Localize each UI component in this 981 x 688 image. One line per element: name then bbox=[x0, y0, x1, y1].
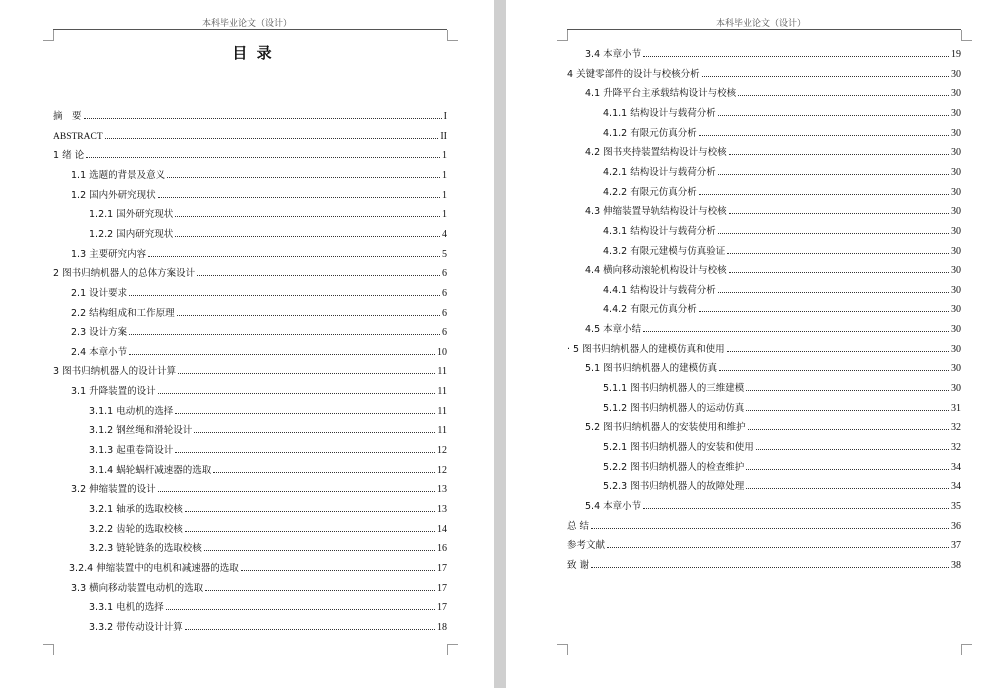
toc-entry[interactable] bbox=[567, 339, 961, 355]
toc-entry-title: 4.2 图书夹持装置结构设计与校核 bbox=[585, 147, 727, 159]
toc-entry-page: 30 bbox=[951, 68, 961, 80]
toc-entry-title: 5.2.2 图书归纳机器人的检查维护 bbox=[603, 461, 745, 473]
toc-entry-page: 17 bbox=[437, 562, 447, 574]
toc-entry-title: 3.2.4 伸缩装置中的电机和减速器的选取 bbox=[69, 562, 239, 574]
toc-dot-leader bbox=[718, 233, 949, 234]
toc-entry[interactable] bbox=[603, 221, 961, 237]
toc-dot-leader bbox=[177, 315, 440, 316]
toc-entry-page: 11 bbox=[437, 386, 447, 398]
toc-entry[interactable] bbox=[89, 440, 447, 456]
toc-entry[interactable] bbox=[585, 496, 961, 512]
toc-entry-page: 30 bbox=[951, 324, 961, 336]
toc-entry-page: 38 bbox=[951, 559, 961, 571]
crop-mark bbox=[447, 644, 458, 655]
toc-title: 目 录 bbox=[232, 44, 274, 62]
toc-list-left bbox=[53, 0, 447, 688]
toc-dot-leader bbox=[175, 413, 435, 414]
toc-entry-page: 30 bbox=[951, 343, 961, 355]
toc-dot-leader bbox=[204, 550, 435, 551]
toc-dot-leader bbox=[756, 449, 949, 450]
toc-entry-title: 参考文献 bbox=[567, 540, 606, 552]
toc-entry-title: 3.2.1 轴承的选取校核 bbox=[89, 504, 183, 515]
toc-dot-leader bbox=[719, 370, 949, 371]
toc-entry[interactable] bbox=[89, 224, 447, 240]
toc-entry-title: 2 图书归纳机器人的总体方案设计 bbox=[53, 268, 196, 280]
toc-dot-leader bbox=[746, 488, 949, 489]
toc-entry-page: 30 bbox=[951, 127, 961, 139]
toc-dot-leader bbox=[129, 354, 435, 355]
toc-entry-title: 4.5 本章小结 bbox=[585, 324, 642, 336]
toc-entry[interactable] bbox=[585, 83, 961, 99]
toc-entry-title: 4.4 横向移动滚轮机构设计与校核 bbox=[585, 265, 727, 277]
toc-entry[interactable] bbox=[71, 381, 447, 397]
toc-entry-title: 3.3.2 带传动设计计算 bbox=[89, 621, 183, 633]
toc-entry-page: 6 bbox=[442, 268, 447, 280]
toc-entry-page: 36 bbox=[951, 520, 961, 532]
toc-entry-page: 6 bbox=[442, 327, 447, 339]
toc-entry-title: 1.2.2 国内研究现状 bbox=[89, 228, 174, 240]
toc-entry-title: 5.4 本章小节 bbox=[585, 500, 642, 512]
toc-entry-title: 3.2.3 链轮链条的选取校核 bbox=[89, 543, 202, 555]
toc-entry-title: 2.3 设计方案 bbox=[71, 327, 128, 339]
toc-entry-page: 30 bbox=[951, 147, 961, 159]
toc-dot-leader bbox=[105, 138, 439, 139]
toc-entry-page: 6 bbox=[442, 287, 447, 299]
toc-entry-page: 30 bbox=[951, 265, 961, 277]
toc-entry-title: 5.2.1 图书归纳机器人的安装和使用 bbox=[603, 442, 754, 453]
toc-entry-title: 5.1.2 图书归纳机器人的运动仿真 bbox=[603, 402, 745, 414]
toc-entry-page: 17 bbox=[437, 602, 447, 614]
toc-dot-leader bbox=[197, 275, 440, 276]
toc-entry[interactable] bbox=[89, 617, 447, 633]
toc-entry-page: 35 bbox=[951, 500, 961, 512]
toc-entry-title: 3.1.1 电动机的选择 bbox=[89, 405, 174, 417]
toc-entry[interactable] bbox=[53, 126, 447, 142]
toc-entry[interactable] bbox=[603, 476, 961, 492]
toc-entry-page: 19 bbox=[951, 49, 961, 60]
toc-entry-page: 30 bbox=[951, 284, 961, 296]
toc-entry-page: 16 bbox=[437, 543, 447, 555]
toc-entry[interactable] bbox=[585, 142, 961, 158]
toc-entry-title: 3.4 本章小节 bbox=[585, 49, 642, 60]
toc-entry-title: 4.4.1 结构设计与载荷分析 bbox=[603, 284, 716, 296]
toc-dot-leader bbox=[643, 331, 949, 332]
toc-entry[interactable] bbox=[567, 516, 961, 532]
toc-entry[interactable] bbox=[603, 280, 961, 296]
toc-dot-leader bbox=[166, 609, 435, 610]
toc-entry[interactable] bbox=[567, 535, 961, 551]
toc-entry[interactable] bbox=[71, 165, 447, 181]
toc-dot-leader bbox=[738, 95, 949, 96]
toc-dot-leader bbox=[158, 393, 436, 394]
toc-entry[interactable] bbox=[71, 185, 447, 201]
toc-dot-leader bbox=[643, 56, 949, 57]
toc-entry-title: 总 结 bbox=[567, 520, 590, 532]
toc-entry[interactable] bbox=[603, 103, 961, 119]
toc-dot-leader bbox=[718, 115, 949, 116]
toc-entry-page: 30 bbox=[951, 363, 961, 375]
toc-entry-page: 32 bbox=[951, 422, 961, 434]
toc-entry[interactable] bbox=[53, 361, 447, 377]
toc-dot-leader bbox=[729, 154, 949, 155]
page-gutter bbox=[494, 0, 506, 688]
toc-entry[interactable] bbox=[585, 44, 961, 60]
toc-dot-leader bbox=[727, 253, 949, 254]
toc-entry-page: 13 bbox=[437, 504, 447, 515]
toc-entry[interactable] bbox=[71, 479, 447, 495]
toc-entry-title: ABSTRACT bbox=[53, 131, 103, 142]
toc-entry[interactable] bbox=[53, 106, 447, 122]
toc-entry-title: 3.1.2 钢丝绳和滑轮设计 bbox=[89, 425, 193, 437]
toc-entry-title: 2.4 本章小节 bbox=[71, 346, 128, 358]
toc-entry-page: 1 bbox=[442, 169, 447, 181]
toc-entry[interactable] bbox=[585, 417, 961, 433]
toc-entry[interactable] bbox=[71, 303, 447, 319]
toc-entry-page: 4 bbox=[442, 228, 447, 240]
toc-dot-leader bbox=[727, 351, 949, 352]
document-page-right bbox=[506, 0, 981, 688]
toc-entry[interactable] bbox=[585, 319, 961, 335]
toc-entry-page: 30 bbox=[951, 225, 961, 237]
toc-entry-page: 30 bbox=[951, 383, 961, 395]
page-header: 本科毕业论文（设计） bbox=[715, 19, 807, 29]
toc-entry[interactable] bbox=[71, 342, 447, 358]
toc-entry[interactable] bbox=[71, 283, 447, 299]
toc-dot-leader bbox=[129, 334, 440, 335]
toc-entry[interactable] bbox=[585, 260, 961, 276]
toc-entry-page: 12 bbox=[437, 464, 447, 476]
crop-mark bbox=[961, 30, 972, 41]
toc-dot-leader bbox=[148, 256, 440, 257]
toc-entry-title: 5.1 图书归纳机器人的建模仿真 bbox=[585, 363, 718, 375]
toc-dot-leader bbox=[86, 157, 440, 158]
toc-entry-title: 摘 要 bbox=[53, 111, 82, 122]
toc-entry-page: 30 bbox=[951, 88, 961, 100]
toc-dot-leader bbox=[167, 177, 440, 178]
toc-entry[interactable] bbox=[71, 322, 447, 338]
toc-entry[interactable] bbox=[89, 538, 447, 554]
toc-entry-page: 18 bbox=[437, 621, 447, 633]
toc-entry[interactable] bbox=[89, 420, 447, 436]
toc-entry-page: 34 bbox=[951, 461, 961, 473]
crop-mark bbox=[961, 644, 972, 655]
toc-entry-title: 3.3 横向移动装置电动机的选取 bbox=[71, 582, 204, 594]
toc-dot-leader bbox=[84, 118, 442, 119]
toc-entry-title: 3 图书归纳机器人的设计计算 bbox=[53, 366, 177, 378]
toc-dot-leader bbox=[746, 410, 949, 411]
toc-dot-leader bbox=[702, 76, 949, 77]
toc-entry-page: 12 bbox=[437, 445, 447, 457]
toc-entry[interactable] bbox=[603, 437, 961, 453]
toc-entry[interactable] bbox=[567, 64, 961, 80]
toc-entry-title: 4.1 升降平台主承载结构设计与校核 bbox=[585, 88, 737, 100]
toc-dot-leader bbox=[748, 429, 949, 430]
toc-entry-page: 14 bbox=[437, 523, 447, 535]
toc-entry-title: 1.1 选题的背景及意义 bbox=[71, 169, 166, 181]
toc-entry[interactable] bbox=[603, 241, 961, 257]
toc-entry-title: 3.1.4 蜗轮蜗杆减速器的选取 bbox=[89, 464, 212, 476]
toc-dot-leader bbox=[205, 590, 435, 591]
toc-entry-page: 32 bbox=[951, 442, 961, 453]
toc-entry-title: 4.2.2 有限元仿真分析 bbox=[603, 186, 697, 198]
toc-entry[interactable] bbox=[603, 123, 961, 139]
toc-entry-title: 4.1.2 有限元仿真分析 bbox=[603, 127, 697, 139]
toc-entry[interactable] bbox=[89, 204, 447, 220]
toc-entry-page: 6 bbox=[442, 307, 447, 319]
toc-entry-page: 17 bbox=[437, 582, 447, 594]
toc-entry-title: 4.3.1 结构设计与载荷分析 bbox=[603, 225, 716, 237]
toc-dot-leader bbox=[718, 174, 949, 175]
toc-entry[interactable] bbox=[585, 358, 961, 374]
toc-entry[interactable] bbox=[603, 162, 961, 178]
toc-entry-page: 34 bbox=[951, 481, 961, 493]
toc-entry[interactable] bbox=[585, 201, 961, 217]
toc-entry-page: 30 bbox=[951, 245, 961, 257]
toc-entry[interactable] bbox=[603, 299, 961, 315]
toc-dot-leader bbox=[213, 472, 435, 473]
toc-entry-page: 31 bbox=[951, 402, 961, 414]
toc-entry[interactable] bbox=[89, 519, 447, 535]
toc-dot-leader bbox=[699, 135, 949, 136]
toc-entry-title: · 5 图书归纳机器人的建模仿真和使用 bbox=[567, 343, 725, 355]
toc-dot-leader bbox=[643, 508, 949, 509]
toc-dot-leader bbox=[175, 452, 435, 453]
toc-dot-leader bbox=[729, 272, 949, 273]
toc-dot-leader bbox=[185, 629, 435, 630]
toc-dot-leader bbox=[591, 567, 949, 568]
toc-entry-title: 2.1 设计要求 bbox=[71, 287, 128, 299]
toc-list-right bbox=[567, 0, 961, 688]
toc-entry-title: 2.2 结构组成和工作原理 bbox=[71, 307, 175, 319]
toc-entry[interactable] bbox=[603, 457, 961, 473]
toc-entry-page: 1 bbox=[442, 189, 447, 201]
toc-entry-title: 4.3 伸缩装置导轨结构设计与校核 bbox=[585, 206, 727, 218]
crop-mark bbox=[447, 30, 458, 41]
toc-dot-leader bbox=[241, 570, 435, 571]
toc-entry-page: I bbox=[443, 111, 447, 122]
toc-entry-title: 1.2 国内外研究现状 bbox=[71, 189, 156, 201]
toc-entry-page: 30 bbox=[951, 107, 961, 119]
toc-entry[interactable] bbox=[69, 558, 447, 574]
toc-dot-leader bbox=[591, 528, 949, 529]
toc-entry[interactable] bbox=[89, 597, 447, 613]
toc-entry-title: 5.2 图书归纳机器人的安装使用和维护 bbox=[585, 422, 746, 434]
toc-entry-title: 致 谢 bbox=[567, 559, 590, 571]
toc-entry[interactable] bbox=[89, 499, 447, 515]
toc-entry-page: 30 bbox=[951, 206, 961, 218]
toc-entry-page: II bbox=[440, 130, 447, 142]
toc-dot-leader bbox=[729, 213, 949, 214]
toc-dot-leader bbox=[699, 194, 949, 195]
toc-dot-leader bbox=[185, 511, 435, 512]
toc-dot-leader bbox=[185, 531, 435, 532]
toc-entry-page: 10 bbox=[437, 346, 447, 358]
toc-entry[interactable] bbox=[603, 378, 961, 394]
toc-entry-title: 4.3.2 有限元建模与仿真验证 bbox=[603, 245, 726, 257]
toc-entry-page: 1 bbox=[442, 209, 447, 221]
toc-entry[interactable] bbox=[603, 398, 961, 414]
toc-entry-page: 30 bbox=[951, 304, 961, 316]
toc-entry-page: 13 bbox=[437, 484, 447, 496]
toc-dot-leader bbox=[129, 295, 440, 296]
toc-entry-title: 4 关键零部件的设计与校核分析 bbox=[567, 68, 700, 80]
toc-entry-title: 4.1.1 结构设计与载荷分析 bbox=[603, 107, 716, 119]
toc-entry-title: 1.2.1 国外研究现状 bbox=[89, 209, 174, 221]
toc-dot-leader bbox=[746, 469, 949, 470]
toc-dot-leader bbox=[175, 216, 440, 217]
toc-dot-leader bbox=[175, 236, 440, 237]
toc-entry[interactable] bbox=[53, 145, 447, 161]
toc-entry[interactable] bbox=[89, 401, 447, 417]
toc-entry-title: 5.1.1 图书归纳机器人的三维建模 bbox=[603, 383, 745, 395]
toc-entry-page: 11 bbox=[437, 366, 447, 378]
toc-dot-leader bbox=[746, 390, 949, 391]
toc-entry-title: 3.1.3 起重卷筒设计 bbox=[89, 445, 174, 457]
toc-entry[interactable] bbox=[71, 578, 447, 594]
toc-entry-title: 3.2.2 齿轮的选取校核 bbox=[89, 523, 183, 535]
toc-entry[interactable] bbox=[567, 555, 961, 571]
toc-dot-leader bbox=[178, 373, 435, 374]
toc-entry-title: 1 绪 论 bbox=[53, 150, 85, 162]
toc-entry-page: 30 bbox=[951, 166, 961, 178]
toc-entry-page: 37 bbox=[951, 540, 961, 552]
toc-entry-title: 3.2 伸缩装置的设计 bbox=[71, 484, 156, 496]
toc-entry-title: 3.3.1 电机的选择 bbox=[89, 602, 164, 614]
toc-entry[interactable] bbox=[603, 182, 961, 198]
toc-dot-leader bbox=[699, 311, 949, 312]
toc-entry-title: 4.2.1 结构设计与载荷分析 bbox=[603, 166, 716, 178]
toc-entry-page: 30 bbox=[951, 186, 961, 198]
toc-dot-leader bbox=[718, 292, 949, 293]
toc-entry-page: 5 bbox=[442, 248, 447, 260]
toc-entry-page: 1 bbox=[442, 150, 447, 162]
toc-entry[interactable] bbox=[71, 244, 447, 260]
toc-dot-leader bbox=[194, 432, 435, 433]
toc-entry-title: 3.1 升降装置的设计 bbox=[71, 386, 156, 398]
toc-dot-leader bbox=[158, 197, 440, 198]
toc-entry-page: 11 bbox=[437, 425, 447, 437]
toc-entry[interactable] bbox=[53, 263, 447, 279]
toc-entry[interactable] bbox=[89, 460, 447, 476]
toc-entry-page: 11 bbox=[437, 405, 447, 417]
toc-dot-leader bbox=[158, 491, 435, 492]
toc-dot-leader bbox=[607, 547, 949, 548]
toc-entry-title: 4.4.2 有限元仿真分析 bbox=[603, 304, 697, 316]
toc-entry-title: 5.2.3 图书归纳机器人的故障处理 bbox=[603, 481, 745, 493]
page-header: 本科毕业论文（设计） bbox=[201, 19, 293, 29]
toc-entry-title: 1.3 主要研究内容 bbox=[71, 248, 147, 260]
